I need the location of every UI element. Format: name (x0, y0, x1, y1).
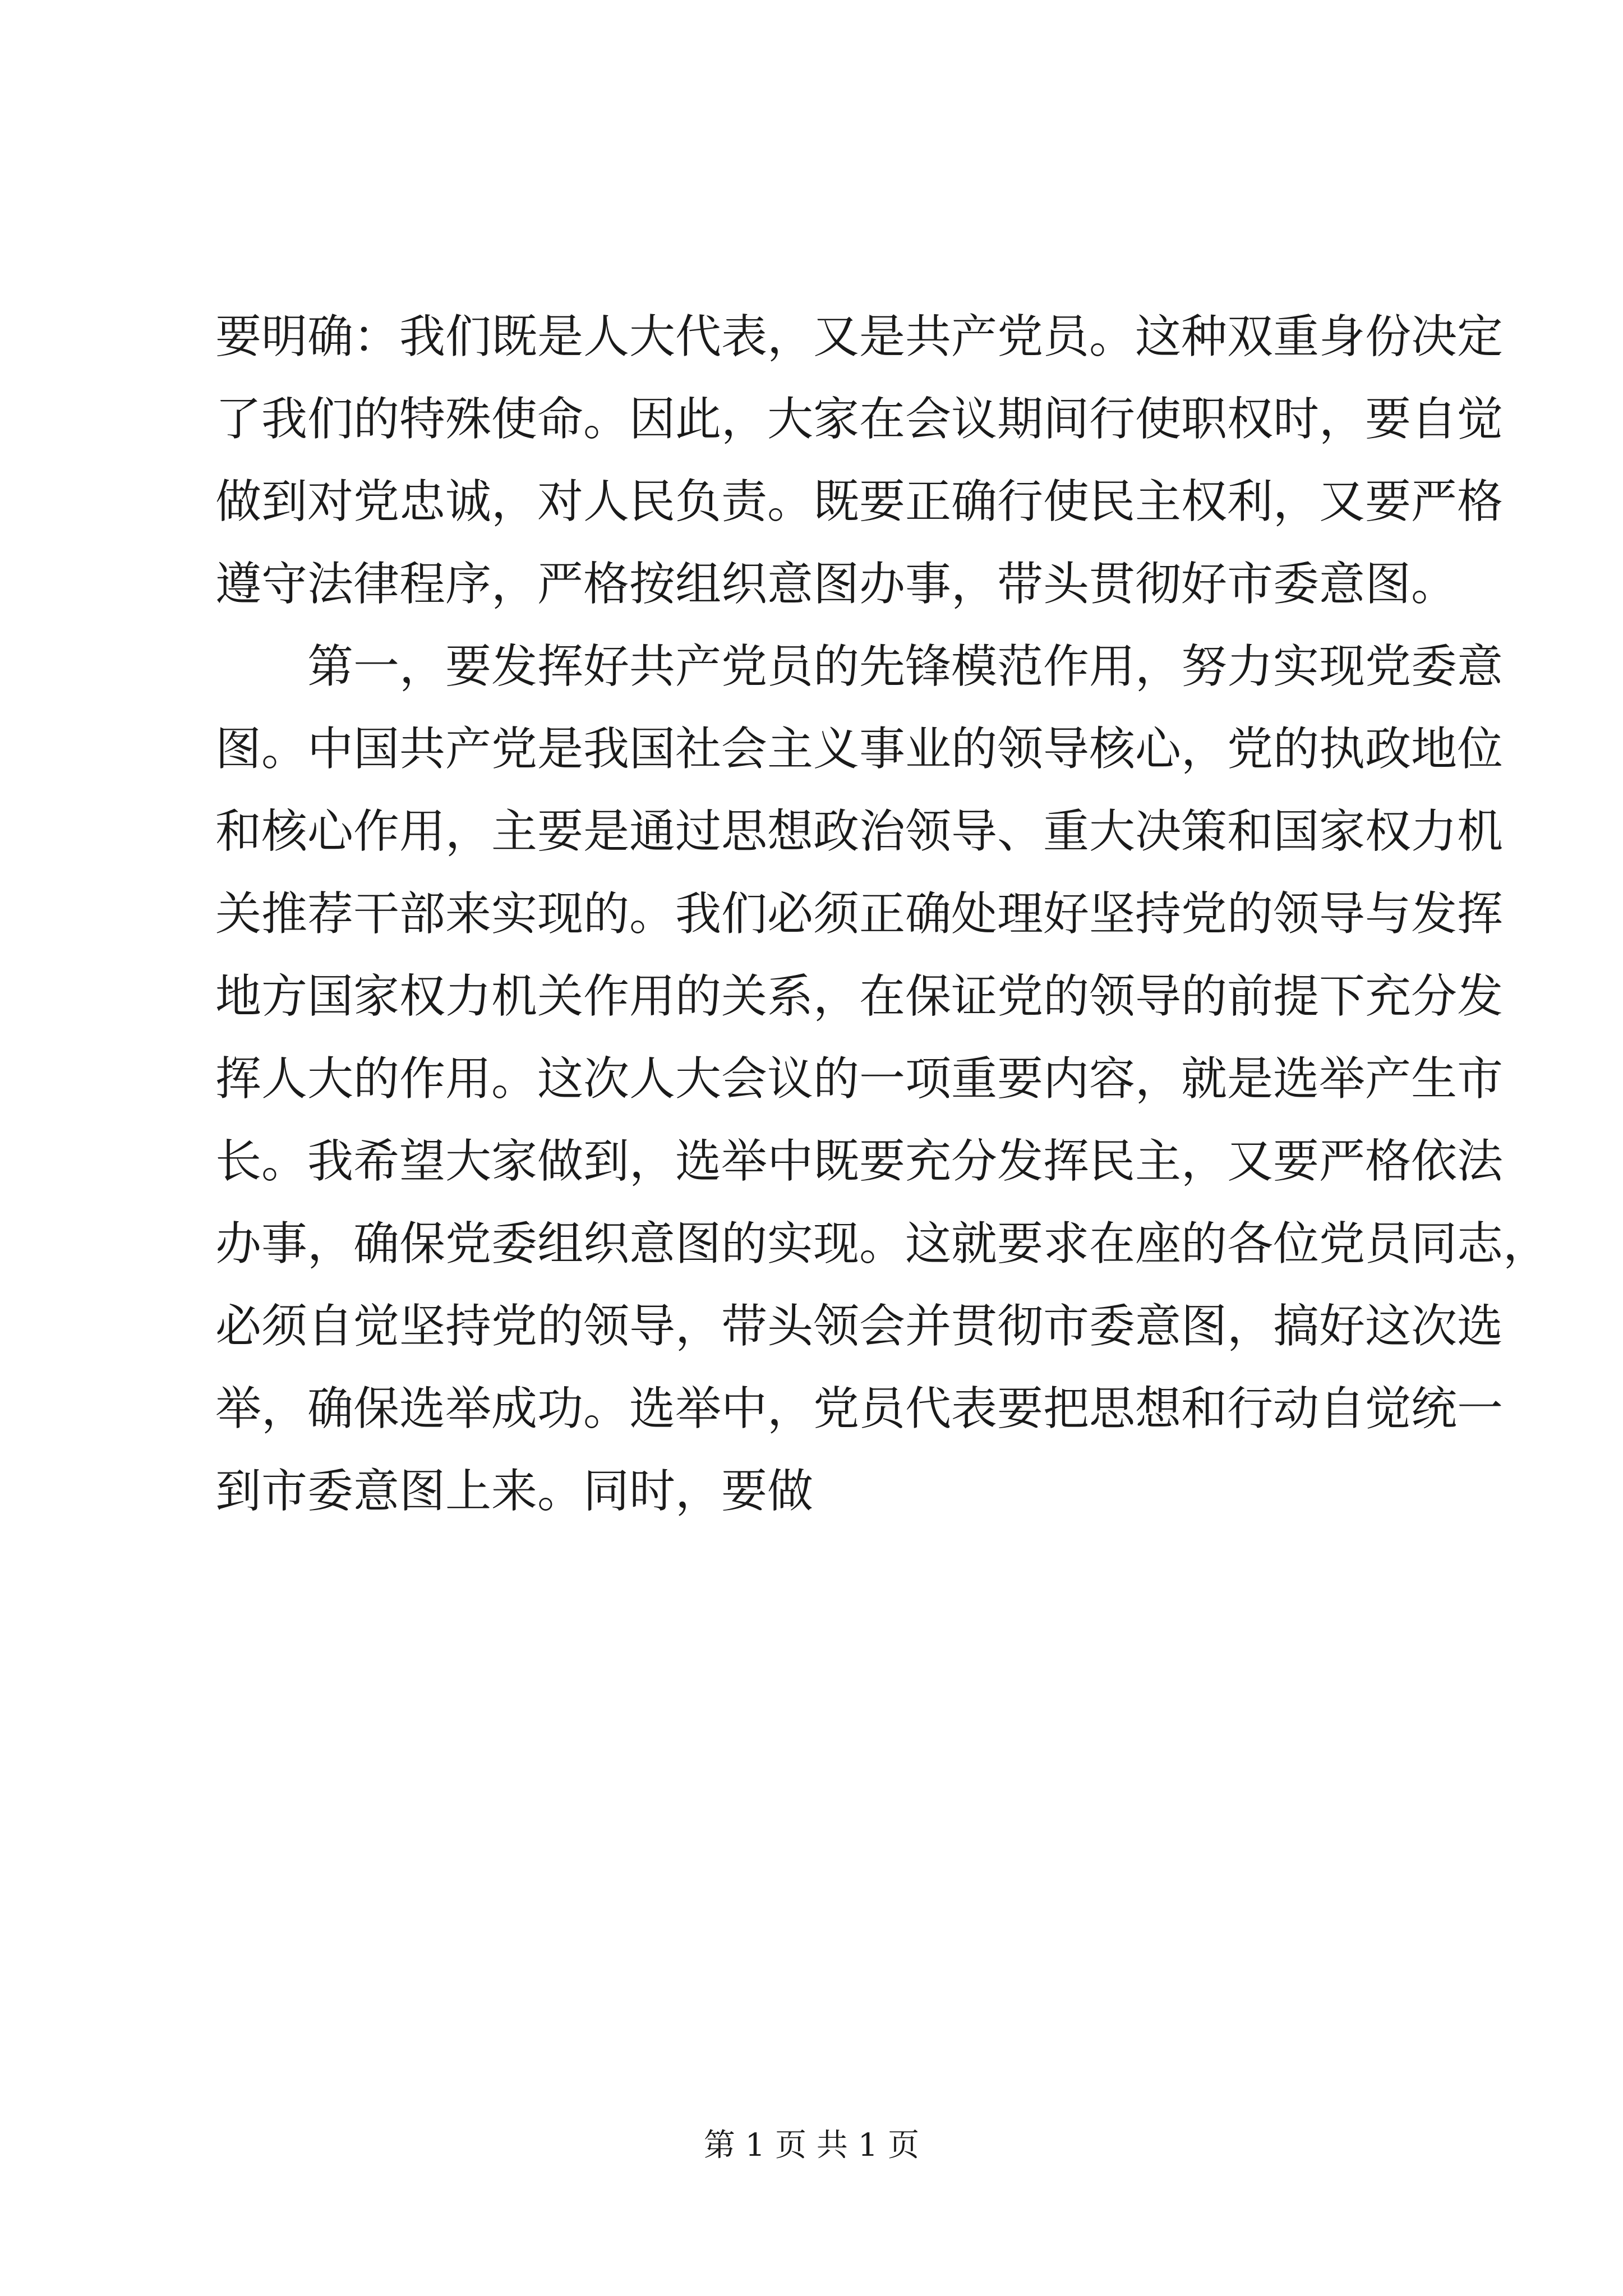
text-line: 图。中国共产党是我国社会主义事业的领导核心，党的执政地位 (215, 723, 1504, 776)
text-line: 长。我希望大家做到，选举中既要充分发挥民主，又要严格依法 (215, 1135, 1504, 1188)
text-line: 做到对党忠诚，对人民负责。既要正确行使民主权利，又要严格 (215, 475, 1504, 528)
text-line: 和核心作用，主要是通过思想政治领导、重大决策和国家权力机 (215, 805, 1504, 858)
text-line: 到市委意图上来。同时，要做 (215, 1465, 814, 1518)
text-line: 必须自觉坚持党的领导，带头领会并贯彻市委意图，搞好这次选 (215, 1300, 1504, 1353)
page-footer (0, 2126, 1623, 2165)
text-line: 地方国家权力机关作用的关系，在保证党的领导的前提下充分发 (215, 970, 1504, 1023)
text-line: 了我们的特殊使命。因此，大家在会议期间行使职权时，要自觉 (215, 393, 1504, 446)
text-line: 关推荐干部来实现的。我们必须正确处理好坚持党的领导与发挥 (215, 887, 1504, 941)
text-line: 第一，要发挥好共产党员的先锋模范作用，努力实现党委意 (307, 640, 1504, 693)
body-text (215, 296, 1550, 1533)
text-line: 办事，确保党委组织意图的实现。这就要求在座的各位党员同志， (215, 1217, 1550, 1271)
text-line: 挥人大的作用。这次人大会议的一项重要内容，就是选举产生市 (215, 1052, 1504, 1106)
text-line: 遵守法律程序，严格按组织意图办事，带头贯彻好市委意图。 (215, 558, 1458, 611)
text-line: 要明确：我们既是人大代表，又是共产党员。这种双重身份决定 (215, 310, 1504, 364)
text-line: 举，确保选举成功。选举中，党员代表要把思想和行动自觉统一 (215, 1382, 1504, 1435)
page-number-label: 第 1 页 共 1 页 (703, 2127, 920, 2164)
